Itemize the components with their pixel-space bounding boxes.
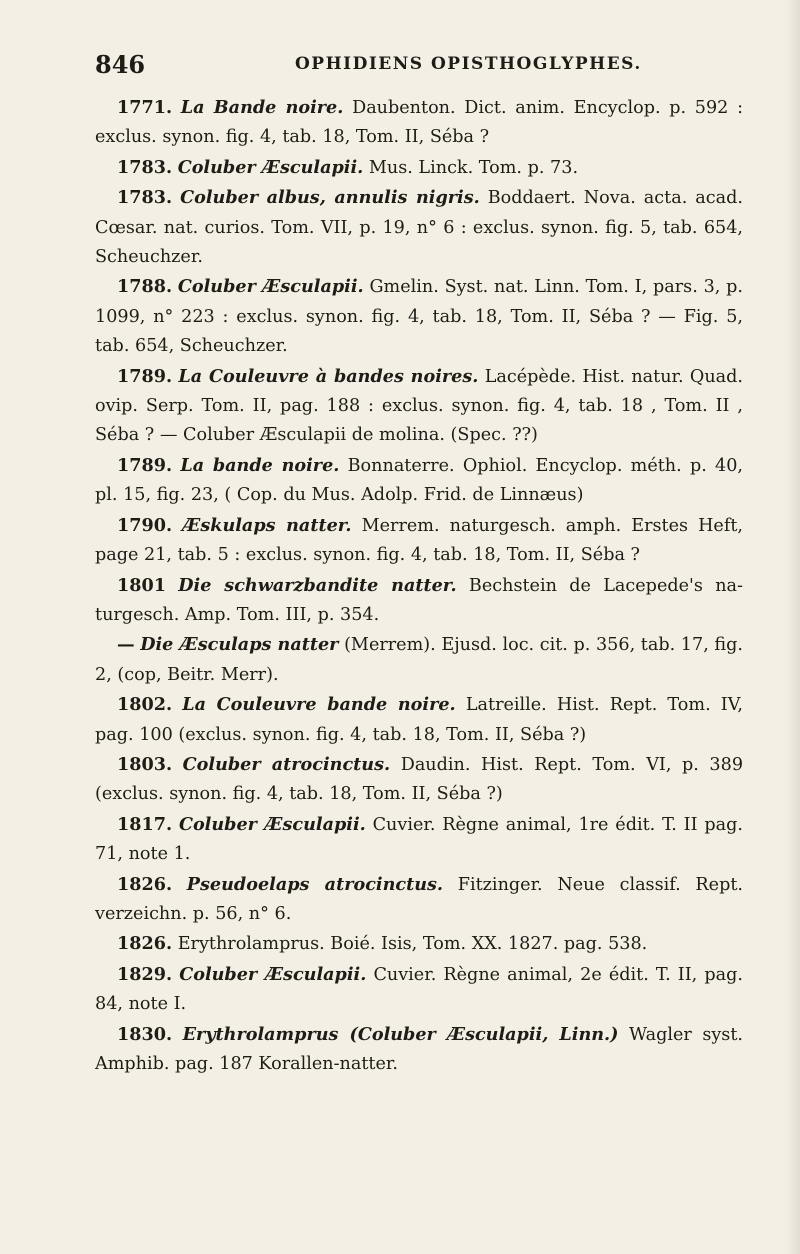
entry-taxon-name: Æskulaps natter. [182, 514, 352, 536]
entry-taxon-name: Coluber Æsculapii. [178, 813, 366, 835]
entry-taxon-name: Erythrolamprus (Coluber Æsculapii, Linn.) [182, 1023, 619, 1045]
synonymy-entry [95, 362, 743, 451]
entry-taxon-name: Coluber Æsculapii. [177, 276, 364, 298]
entry-citation: Lacépède. Hist. natur. Quad. ovip. Serp. Tom. II, pag. 188 : exclus. synon. fig. 4, tab. 18 , Tom. II , Séba ? — Coluber Æsculapii de molina. (Spec. ??) [95, 366, 744, 446]
entry-citation: Mus. Linck. Tom. p. 73. [363, 157, 579, 178]
synonymy-entry [95, 630, 743, 690]
entry-citation: Bechstein de Lacepede's na-turgesch. Amp. Tom. III, p. 354. [95, 575, 743, 625]
entry-year: 1801 [117, 574, 166, 596]
synonymy-list [95, 93, 743, 1079]
entry-year: 1803. [117, 753, 173, 775]
entry-year: 1771. [117, 97, 173, 118]
synonymy-entry [95, 810, 743, 870]
entry-year: 1783. [117, 156, 173, 178]
entry-taxon-name: La Bande noire. [180, 97, 344, 118]
entry-year: 1783. [117, 187, 173, 209]
entry-taxon-name: La Couleuvre à bandes noires. [178, 365, 479, 387]
entry-taxon-name: Die schwarzbandite natter. [178, 574, 457, 596]
entry-year: 1826. [117, 933, 173, 955]
entry-year: 1817. [117, 813, 173, 835]
entry-citation: Daubenton. Dict. anim. Encyclop. p. 592 : exclus. synon. fig. 4, tab. 18, Tom. II, Séba ? [95, 98, 743, 148]
entry-citation: Latreille. Hist. Rept. Tom. IV, pag. 100 (exclus. synon. fig. 4, tab. 18, Tom. II, Séba ?) [95, 695, 743, 745]
synonymy-entry [95, 929, 743, 959]
synonymy-entry [95, 272, 743, 361]
entry-citation: (Merrem). Ejusd. loc. cit. p. 356, tab. 17, fig. 2, (cop, Beitr. Merr). [95, 635, 743, 685]
entry-citation: Cuvier. Règne animal, 2e édit. T. II, pag. 84, note I. [95, 964, 743, 1015]
entry-taxon-name: Coluber albus, annulis nigris. [180, 187, 480, 209]
entry-year: 1829. [117, 963, 173, 985]
entry-citation: Erythrolamprus. Boié. Isis, Tom. XX. 1827. pag. 538. [177, 934, 648, 955]
synonymy-entry [95, 571, 743, 631]
synonymy-entry [95, 153, 743, 183]
synonymy-entry [95, 183, 743, 272]
page-header [95, 50, 735, 84]
entry-taxon-name: Pseudoelaps atrocinctus. [186, 873, 444, 895]
page-number: 846 [95, 50, 146, 79]
entry-citation: Cuvier. Règne animal, 1re édit. T. II pag. 71, note 1. [95, 814, 744, 865]
synonymy-entry [95, 750, 743, 810]
entry-citation: Bonnaterre. Ophiol. Encyclop. méth. p. 40, pl. 15, fig. 23, ( Cop. du Mus. Adolp. Frid. de Linnæus) [95, 455, 744, 506]
entry-year: — [117, 634, 135, 656]
entry-citation: Daudin. Hist. Rept. Tom. VI, p. 389 (exclus. synon. fig. 4, tab. 18, Tom. II, Séba ?) [95, 754, 744, 805]
entry-citation: Wagler syst. Amphib. pag. 187 Korallen-natter. [95, 1024, 744, 1074]
synonymy-entry [95, 511, 743, 571]
entry-year: 1826. [117, 873, 173, 895]
entry-year: 1789. [117, 365, 173, 387]
synonymy-entry [95, 451, 743, 511]
entry-year: 1788. [117, 276, 173, 298]
entry-year: 1830. [117, 1023, 173, 1045]
entry-citation: Gmelin. Syst. nat. Linn. Tom. I, pars. 3, p. 1099, n° 223 : exclus. synon. fig. 4, tab. 18, Tom. II, Séba ? — Fig. 5, tab. 654, Scheuchzer. [95, 277, 743, 357]
entry-year: 1802. [117, 694, 173, 716]
page-edge-shadow [786, 0, 800, 1254]
synonymy-entry [95, 690, 743, 750]
synonymy-entry [95, 960, 743, 1020]
entry-taxon-name: La Couleuvre bande noire. [182, 694, 456, 716]
entry-taxon-name: Coluber atrocinctus. [182, 753, 391, 775]
synonymy-entry [95, 93, 743, 153]
synonymy-entry [95, 1020, 743, 1080]
synonymy-entry [95, 870, 743, 930]
running-head: OPHIDIENS OPISTHOGLYPHES. [295, 54, 642, 74]
entry-year: 1789. [117, 454, 173, 476]
entry-taxon-name: La bande noire. [180, 454, 340, 476]
entry-citation: Fitzinger. Neue classif. Rept. verzeichn. p. 56, n° 6. [95, 874, 743, 924]
entry-citation: Merrem. naturgesch. amph. Erstes Heft, page 21, tab. 5 : exclus. synon. fig. 4, tab. 18, Tom. II, Séba ? [95, 515, 744, 566]
entry-taxon-name: Die Æsculaps natter [140, 634, 339, 656]
entry-taxon-name: Coluber Æsculapii. [177, 156, 364, 178]
entry-taxon-name: Coluber Æsculapii. [179, 963, 367, 985]
entry-citation: Boddaert. Nova. acta. acad. Cœsar. nat. curios. Tom. VII, p. 19, n° 6 : exclus. synon. fig. 5, tab. 654, Scheuchzer. [95, 188, 743, 268]
entry-year: 1790. [117, 514, 173, 536]
